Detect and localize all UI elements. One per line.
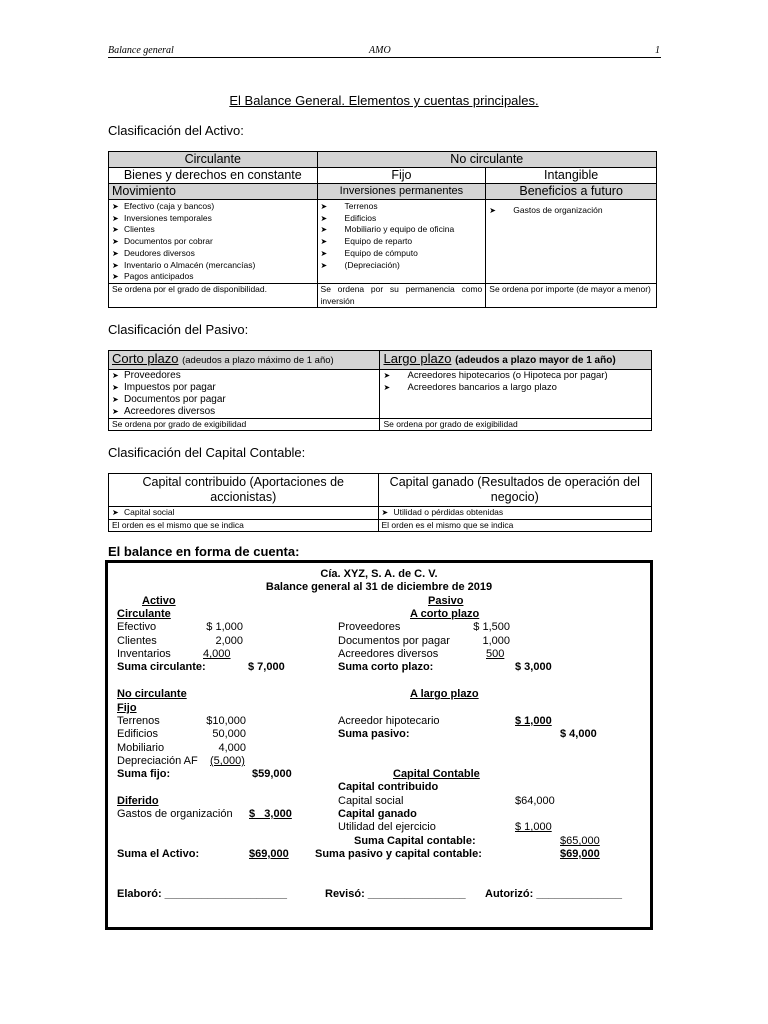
clientes-value: 2,000 [215, 635, 243, 647]
terrenos-value: $10,000 [206, 715, 246, 727]
efectivo-label: Efectivo [117, 621, 157, 633]
suma-pasivo-value: $ 4,000 [560, 728, 597, 740]
list-item: ➤ Utilidad o pérdidas obtenidas [382, 507, 648, 519]
capital-contribuido-title: Capital contribuido [338, 781, 439, 793]
beneficios-label: Beneficios a futuro [486, 184, 657, 200]
largo-list-cell [380, 369, 652, 418]
intangible-label: Intangible [486, 168, 657, 184]
circulante-list [112, 201, 314, 283]
edificios-label: Edificios [117, 728, 158, 740]
order-contribuido: El orden es el mismo que se indica [109, 519, 379, 532]
mobiliario-label: Mobiliario [117, 742, 165, 754]
order-largo: Se ordena por grado de exigibilidad [380, 418, 652, 431]
utilidad-value: $ 1,000 [515, 821, 552, 833]
suma-pasivo-label: Suma pasivo: [338, 728, 410, 740]
header-rule [108, 57, 661, 58]
suma-circulante-value: $ 7,000 [248, 661, 285, 673]
documentos-value: 1,000 [482, 635, 510, 647]
company-name: Cía. XYZ, S. A. de C. V. [320, 568, 438, 580]
capital-contribuido-list [112, 507, 375, 519]
mobiliario-value: 4,000 [218, 742, 246, 754]
no-circulante-header: No circulante [317, 152, 656, 168]
efectivo-value: $ 1,000 [206, 621, 243, 633]
suma-fijo-value: $59,000 [252, 768, 292, 780]
capital-contribuido-cell [109, 507, 379, 520]
circulante-title: Circulante [117, 608, 171, 620]
list-item: ➤ Documentos por pagar [112, 394, 376, 406]
suma-fijo-label: Suma fijo: [117, 768, 171, 780]
list-item: ➤ Inventario o Almacén (mercancías) [112, 260, 314, 272]
gastos-label: Gastos de organización [117, 808, 233, 820]
corto-plazo-title-2: A corto plazo [410, 608, 480, 620]
list-item: ➤ Edificios [321, 213, 483, 225]
corto-list [112, 370, 376, 418]
largo-plazo-title-2: A largo plazo [410, 688, 479, 700]
intangible-list [489, 205, 653, 217]
corto-list-cell [109, 369, 380, 418]
capital-social-label: Capital social [338, 795, 404, 807]
list-item: ➤ (Depreciación) [321, 260, 483, 272]
proveedores-value: $ 1,500 [473, 621, 510, 633]
largo-plazo-title: Largo plazo [383, 351, 452, 366]
order-fijo: Se ordena por su permanencia como inversión [317, 283, 486, 307]
list-item: ➤ Efectivo (caja y bancos) [112, 201, 314, 213]
movimiento-label: Movimiento [109, 184, 318, 200]
diferido-title: Diferido [117, 795, 159, 807]
list-item: ➤ Documentos por cobrar [112, 236, 314, 248]
suma-corto-value: $ 3,000 [515, 661, 552, 673]
list-item: ➤ Mobiliario y equipo de oficina [321, 224, 483, 236]
pasivo-title: Pasivo [428, 595, 464, 607]
capital-table [108, 473, 652, 532]
pasivo-heading: Clasificación del Pasivo: [108, 322, 249, 337]
clientes-label: Clientes [117, 635, 157, 647]
balance-subtitle: Balance general al 31 de diciembre de 2019 [265, 581, 493, 593]
list-item: ➤ Equipo de reparto [321, 236, 483, 248]
terrenos-label: Terrenos [117, 715, 160, 727]
suma-total-label: Suma pasivo y capital contable: [315, 848, 482, 860]
activo-title: Activo [142, 595, 176, 607]
circulante-header: Circulante [109, 152, 318, 168]
largo-plazo-header [380, 351, 652, 370]
list-item: ➤ Inversiones temporales [112, 213, 314, 225]
bienes-label: Bienes y derechos en constante [109, 168, 318, 184]
inventarios-label: Inventarios [117, 648, 171, 660]
utilidad-label: Utilidad del ejercicio [338, 821, 436, 833]
reviso-line: Revisó: ________________ [325, 888, 466, 900]
activo-table [108, 151, 657, 308]
corto-plazo-header [109, 351, 380, 370]
fijo-title: Fijo [117, 702, 137, 714]
proveedores-label: Proveedores [338, 621, 401, 633]
capital-contable-title: Capital Contable [393, 768, 480, 780]
list-item: ➤ Impuestos por pagar [112, 382, 376, 394]
fijo-list [321, 201, 483, 271]
circulante-list-cell [109, 200, 318, 284]
inversiones-label: Inversiones permanentes [317, 184, 486, 200]
activo-heading: Clasificación del Activo: [108, 123, 244, 138]
depreciacion-value: (5,000) [210, 755, 245, 767]
hipotecario-value: $ 1,000 [515, 715, 552, 727]
suma-capital-value: $65,000 [560, 835, 600, 847]
capital-contribuido-header: Capital contribuido (Aportaciones de accionistas) [109, 474, 379, 507]
corto-plazo-title: Corto plazo [112, 351, 179, 366]
gastos-value: $ 3,000 [249, 808, 292, 820]
edificios-value: 50,000 [212, 728, 246, 740]
acreedores-value: 500 [486, 648, 505, 660]
list-item: ➤ Terrenos [321, 201, 483, 213]
order-ganado: El orden es el mismo que se indica [378, 519, 651, 532]
header-left: Balance general [108, 45, 174, 56]
capital-ganado-list [382, 507, 648, 519]
hipotecario-label: Acreedor hipotecario [338, 715, 440, 727]
documentos-label: Documentos por pagar [338, 635, 450, 647]
capital-ganado-header: Capital ganado (Resultados de operación del negocio) [378, 474, 651, 507]
order-intangible: Se ordena por importe (de mayor a menor) [486, 283, 657, 307]
order-corto: Se ordena por grado de exigibilidad [109, 418, 380, 431]
suma-total-value: $69,000 [560, 848, 600, 860]
suma-corto-label: Suma corto plazo: [338, 661, 434, 673]
suma-circulante-label: Suma circulante: [117, 661, 206, 673]
page-title: El Balance General. Elementos y cuentas principales. [229, 93, 539, 108]
inventarios-value: 4,000 [203, 648, 231, 660]
fijo-list-cell [317, 200, 486, 284]
list-item: ➤ Equipo de cómputo [321, 248, 483, 260]
largo-plazo-note: (adeudos a plazo mayor de 1 año) [455, 355, 616, 366]
autorizo-line: Autorizó: ______________ [485, 888, 622, 900]
cuenta-heading: El balance en forma de cuenta: [108, 544, 300, 559]
list-item: ➤ Clientes [112, 224, 314, 236]
intangible-list-cell [486, 200, 657, 284]
list-item: ➤ Pagos anticipados [112, 271, 314, 283]
header-center: AMO [369, 45, 391, 56]
pasivo-table [108, 350, 652, 431]
capital-social-value: $64,000 [515, 795, 555, 807]
header-page-number: 1 [655, 45, 660, 56]
acreedores-label: Acreedores diversos [338, 648, 439, 660]
capital-ganado-cell [378, 507, 651, 520]
list-item: ➤ Acreedores diversos [112, 406, 376, 418]
suma-activo-value: $69,000 [249, 848, 289, 860]
list-item: ➤ Capital social [112, 507, 375, 519]
list-item: ➤ Acreedores hipotecarios (o Hipoteca por pagar) [383, 370, 648, 382]
list-item: ➤ Deudores diversos [112, 248, 314, 260]
list-item: ➤ Proveedores [112, 370, 376, 382]
capital-heading: Clasificación del Capital Contable: [108, 445, 306, 460]
depreciacion-label: Depreciación AF [117, 755, 198, 767]
list-item: ➤ Acreedores bancarios a largo plazo [383, 382, 648, 394]
capital-ganado-title: Capital ganado [338, 808, 417, 820]
largo-list [383, 370, 648, 394]
corto-plazo-note: (adeudos a plazo máximo de 1 año) [182, 355, 334, 366]
suma-capital-label: Suma Capital contable: [354, 835, 476, 847]
order-circulante: Se ordena por el grado de disponibilidad. [109, 283, 318, 307]
fijo-label: Fijo [317, 168, 486, 184]
suma-activo-label: Suma el Activo: [117, 848, 200, 860]
elaboro-line: Elaboró: ____________________ [117, 888, 288, 900]
balance-box [105, 560, 653, 930]
no-circulante-title: No circulante [117, 688, 187, 700]
list-item: ➤ Gastos de organización [489, 205, 653, 217]
